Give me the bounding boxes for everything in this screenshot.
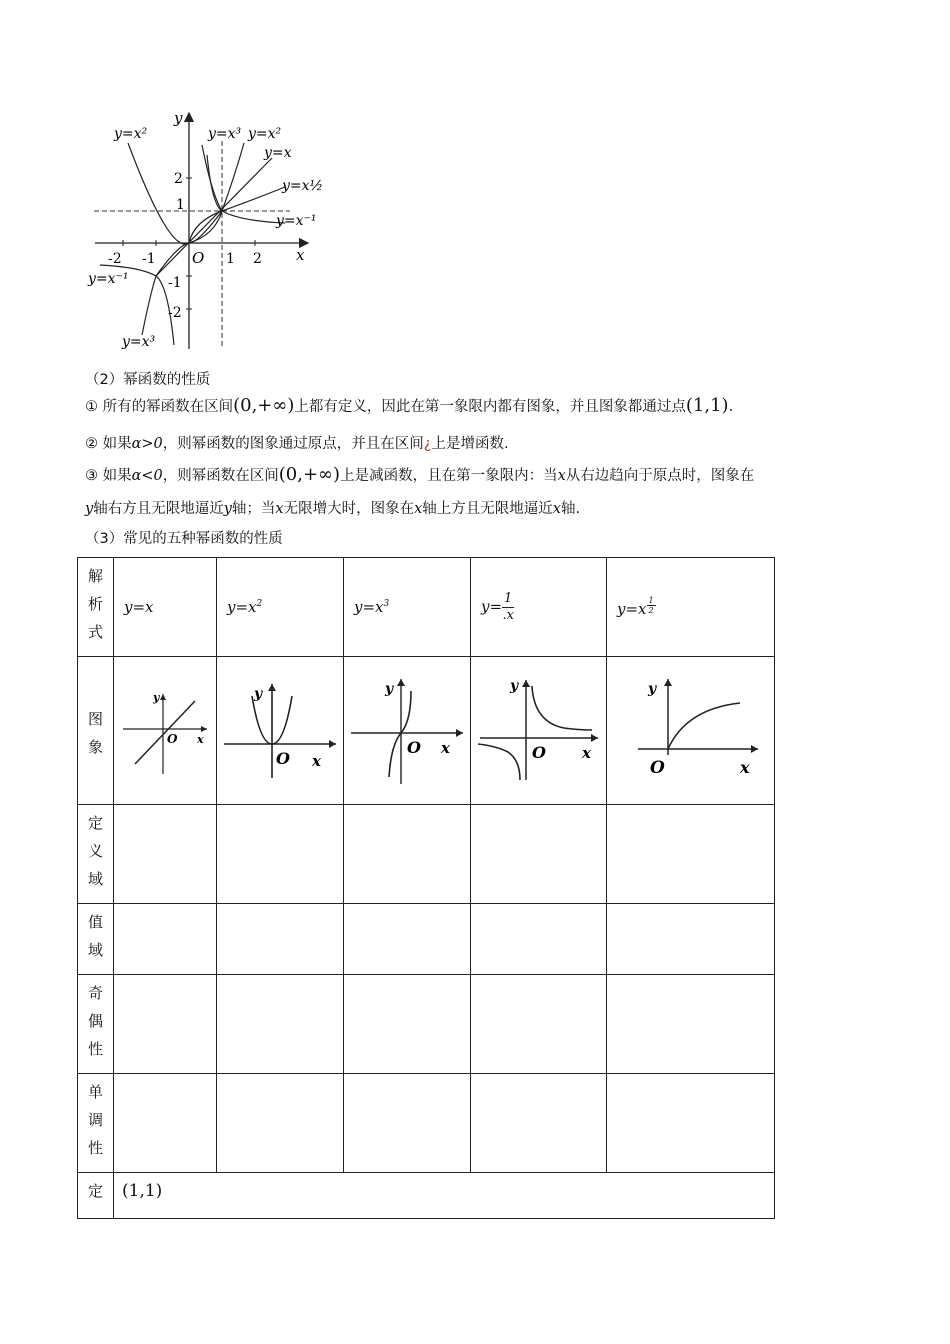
curve-label: y=x² [114,126,148,142]
header-char: 单 [87,1083,103,1101]
formula-exp: 3 [383,599,390,609]
curve-label: y=x⁻¹ [276,213,317,229]
curve-x-half [189,187,285,243]
item3-var: y [223,501,232,517]
power-function-properties-table [77,557,775,1219]
monotonic-cell[interactable] [344,1074,471,1173]
graph-label: y [153,690,160,704]
property-item-1 [85,395,733,416]
row-domain [78,805,775,904]
fixed-point-cell [114,1173,775,1219]
item3-text-g: 无限增大时，图象在 [283,501,415,517]
row-header-fixed [78,1173,114,1219]
power-functions-graph [80,105,340,355]
graph-y-eq-sqrt-x [616,669,766,789]
section3-heading: （3）常见的五种幂函数的性质 [85,531,283,547]
monotonic-cell[interactable] [114,1074,217,1173]
formula-x2 [217,558,344,657]
row-header-range [78,904,114,975]
row-fixed-point [78,1173,775,1219]
header-char: 义 [87,842,103,860]
header-char: 定 [87,1182,103,1200]
fraction-den: .x [502,607,514,623]
range-cell[interactable] [471,904,607,975]
fraction-den: 2 [648,606,654,615]
formula-x3 [344,558,471,657]
fixed-point-value: (1,1) [122,1181,163,1201]
header-char: 象 [87,737,103,756]
graph-cell-x2 [217,657,344,805]
tick-label: 1 [226,251,235,267]
row-header-parity [78,975,114,1074]
curve-label: y=x² [248,126,282,142]
formula-inverse [471,558,607,657]
domain-cell[interactable] [471,805,607,904]
range-cell[interactable] [344,904,471,975]
range-cell[interactable] [217,904,344,975]
tick-label: -1 [168,275,182,291]
graph-y-eq-x3 [345,669,469,789]
item3-text-b: ，则幂函数在区间 [162,468,279,484]
domain-cell[interactable] [344,805,471,904]
fraction-num: 1 [648,596,654,605]
header-char: 图 [87,709,103,728]
item3-text-a: ③ 如果 [85,468,132,484]
section2-heading: （2）幂函数的性质 [85,372,211,388]
row-parity [78,975,775,1074]
parity-cell[interactable] [344,975,471,1074]
graph-label: x [312,751,321,770]
graph-label: x [197,732,204,746]
row-header-monotonic [78,1074,114,1173]
item1-text-b: 上都有定义，因此在第一象限内都有图象，并且图象都通过点 [294,399,686,415]
axis-y-label: y [174,109,183,127]
graph-y-eq-inv-x [474,674,604,784]
graph-label: y [647,680,656,697]
curve-x2 [128,143,244,244]
item3-text-e: 轴右方且无限地逼近 [93,501,224,517]
graph-label: x [581,743,591,762]
graph-cell-sqrt [607,657,775,805]
domain-cell[interactable] [217,805,344,904]
item3-var: y [85,501,94,517]
property-item-2 [85,432,509,453]
item3-text-d: 从右边趋向于原点时，图象在 [565,468,755,484]
graph-cell-x [114,657,217,805]
item2-glyph: ¿ [423,436,432,452]
curve-label: y=x [264,145,292,161]
exp-fraction [647,596,656,615]
graph-label: x [739,757,750,777]
tick-label: 2 [253,251,262,267]
row-header-expression [78,558,114,657]
graph-label: O [167,731,178,746]
monotonic-cell[interactable] [607,1074,775,1173]
item3-interval: (0,+∞) [278,464,341,485]
item1-text-a: ① 所有的幂函数在区间 [85,399,234,415]
curve-label: y=x³ [208,126,242,142]
property-item-3 [85,464,754,485]
formula-exp: 2 [256,599,263,609]
fraction-num: 1 [504,590,513,606]
header-char: 解 [87,567,103,585]
item2-condition: α>0 [131,436,163,452]
range-cell[interactable] [114,904,217,975]
tick-label: -2 [108,251,122,267]
graph-label: y [509,677,518,694]
item3-var: x [414,501,423,517]
row-expression [78,558,775,657]
parity-cell[interactable] [471,975,607,1074]
row-header-graph [78,657,114,805]
monotonic-cell[interactable] [471,1074,607,1173]
item3-text-c: 上是减函数，且在第一象限内：当 [340,468,558,484]
curve-label: y=x⁻¹ [88,271,129,287]
formula-text: y=x [124,598,154,616]
item2-text-a: ② 如果 [85,436,132,452]
item3-var: x [275,501,284,517]
item3-condition: α<0 [131,468,163,484]
monotonic-cell[interactable] [217,1074,344,1173]
formula-sqrt [607,558,775,657]
formula-text: y=x [354,598,384,616]
origin-label: O [192,249,205,267]
graph-label: O [407,737,421,757]
tick-label: -2 [168,305,182,321]
header-char: 域 [87,941,103,959]
row-header-domain [78,805,114,904]
domain-cell[interactable] [607,805,775,904]
item2-text-b: ，则幂函数的图象通过原点，并且在区间 [162,436,424,452]
parity-cell[interactable] [114,975,217,1074]
row-monotonic [78,1074,775,1173]
axis-x-label: x [296,246,305,264]
item1-end: . [728,399,734,415]
graph-y-eq-x [115,679,215,779]
tick-label: 2 [174,171,183,187]
tick-label: -1 [142,251,156,267]
property-item-3-cont [85,497,580,518]
header-char: 性 [87,1139,103,1157]
fraction [502,591,514,624]
graph-label: O [531,742,546,762]
header-char: 式 [87,623,103,641]
domain-cell[interactable] [114,805,217,904]
graph-cell-inverse [471,657,607,805]
range-cell[interactable] [607,904,775,975]
item3-var: x [552,501,561,517]
item3-text-i: 轴. [560,501,581,517]
row-graph [78,657,775,805]
curve-label: y=x½ [282,178,324,194]
item3-text-f: 轴；当 [231,501,276,517]
header-char: 定 [87,814,103,832]
formula-text: y=x [617,600,647,618]
header-char: 调 [87,1111,103,1129]
formula-text: y= [481,597,503,615]
row-range [78,904,775,975]
item3-var: x [557,468,566,484]
item3-text-h: 轴上方且无限地逼近 [422,501,553,517]
parity-cell[interactable] [217,975,344,1074]
graph-label: O [649,757,665,778]
formula-text: y=x [227,598,257,616]
header-char: 值 [87,913,103,931]
header-char: 奇 [87,984,103,1002]
graph-label: x [441,738,450,757]
graph-cell-x3 [344,657,471,805]
graph-y-eq-x2 [218,674,342,784]
header-char: 性 [87,1040,103,1058]
item1-interval: (0,+∞) [233,395,295,416]
graph-label: O [276,748,290,768]
formula-x [114,558,217,657]
parity-cell[interactable] [607,975,775,1074]
item1-point: (1,1) [685,395,729,416]
curve-label: y=x³ [122,334,156,350]
item2-text-c: 上是增函数. [431,436,509,452]
header-char: 析 [87,595,103,613]
header-char: 偶 [87,1012,103,1030]
header-char: 域 [87,870,103,888]
graph-label: y [254,685,263,702]
graph-label: y [385,680,394,697]
tick-label: 1 [176,197,185,213]
